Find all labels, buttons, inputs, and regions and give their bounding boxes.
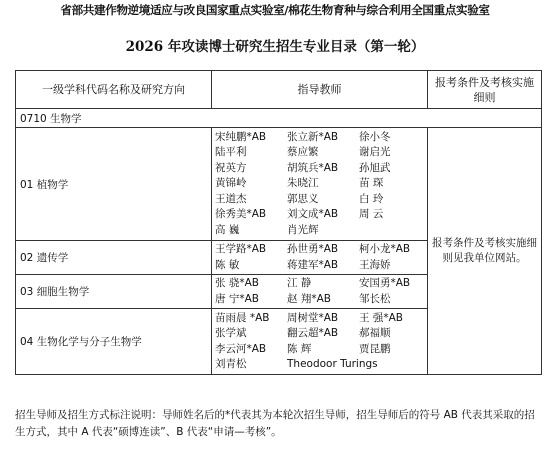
advisor-name: 李云河*AB bbox=[215, 342, 267, 355]
advisor-name: 陈 辉 bbox=[287, 342, 312, 355]
advisor-name: 高 巍 bbox=[215, 223, 240, 236]
advisor-line bbox=[215, 161, 427, 176]
advisor-name: 肖光辉 bbox=[287, 223, 319, 236]
advisor-name: 蒋建军*AB bbox=[287, 258, 339, 271]
advisor-name: 柯小龙*AB bbox=[359, 243, 411, 256]
advisor-name: 张 骁*AB bbox=[215, 277, 259, 290]
advisor-line bbox=[215, 342, 427, 357]
advisor-line bbox=[215, 207, 427, 222]
advisor-line bbox=[215, 176, 427, 191]
header-requirements: 报考条件及考核实施细则 bbox=[428, 71, 542, 109]
discipline-label: 0710 生物学 bbox=[16, 109, 542, 128]
advisor-line bbox=[215, 223, 427, 238]
table-header-row bbox=[16, 71, 542, 109]
advisor-line bbox=[215, 258, 427, 273]
header-direction: 一级学科代码名称及研究方向 bbox=[16, 71, 212, 109]
page-title: 2026 年攻读博士研究生招生专业目录（第一轮） bbox=[125, 39, 425, 55]
advisor-name: 蔡应繁 bbox=[287, 146, 319, 159]
direction-row bbox=[16, 128, 542, 241]
advisor-name: 唐 宁*AB bbox=[215, 292, 259, 305]
advisor-name: 陆平利 bbox=[215, 146, 247, 159]
advisor-name: 郝福顺 bbox=[359, 327, 391, 340]
advisor-line bbox=[215, 192, 427, 207]
advisor-name: 黄锦岭 bbox=[215, 177, 247, 190]
advisor-name: 朱晓江 bbox=[287, 177, 319, 190]
advisor-name: 孙世勇*AB bbox=[287, 243, 339, 256]
discipline-row bbox=[16, 109, 542, 128]
advisor-line bbox=[215, 292, 427, 307]
footnote: 招生导师及招生方式标注说明：导师姓名后的*代表其为本轮次招生导师，招生导师后的符号 AB 代表其采取的招生方式，其中 A 代表“硕博连读”、B 代表“申请—考核”。 bbox=[15, 409, 535, 438]
advisor-line bbox=[215, 326, 427, 341]
advisor-line bbox=[215, 311, 427, 326]
advisor-name: 孙旭武 bbox=[359, 161, 391, 174]
advisor-name: 陈 敏 bbox=[215, 258, 240, 271]
advisor-name: 张立新*AB bbox=[287, 131, 339, 144]
advisor-name: 安国勇*AB bbox=[359, 277, 411, 290]
advisor-name: 王学路*AB bbox=[215, 243, 267, 256]
advisor-name: 白 玲 bbox=[359, 192, 384, 205]
requirements-note: 报考条件及考核实施细则见我单位网站。 bbox=[428, 128, 542, 375]
advisor-name: 翻云超*AB bbox=[287, 327, 339, 340]
advisor-name: 邹长松 bbox=[359, 292, 391, 305]
advisor-name: 郭思义 bbox=[287, 192, 319, 205]
advisor-line bbox=[215, 357, 427, 372]
advisor-name: 徐秀美*AB bbox=[215, 208, 267, 221]
direction-name: 02 遗传学 bbox=[16, 241, 212, 275]
lab-header: 省部共建作物逆境适应与改良国家重点实验室/棉花生物育种与综合利用全国重点实验室 bbox=[60, 3, 490, 17]
advisor-list bbox=[212, 241, 428, 275]
advisor-list bbox=[212, 275, 428, 309]
advisor-name: 贾昆鹏 bbox=[359, 342, 391, 355]
advisor-name: Theodoor Turings bbox=[287, 357, 378, 370]
advisor-name: 王 强*AB bbox=[359, 311, 403, 324]
advisor-name: 徐小冬 bbox=[359, 131, 391, 144]
direction-name: 03 细胞生物学 bbox=[16, 275, 212, 309]
advisor-list bbox=[212, 309, 428, 375]
advisor-name: 刘文成*AB bbox=[287, 208, 339, 221]
advisor-name: 刘青松 bbox=[215, 357, 247, 370]
advisor-list bbox=[212, 128, 428, 241]
advisor-name: 张学斌 bbox=[215, 327, 247, 340]
direction-name: 04 生物化学与分子生物学 bbox=[16, 309, 212, 375]
advisor-name: 宋纯鹏*AB bbox=[215, 131, 267, 144]
admissions-catalog-table bbox=[15, 70, 542, 375]
direction-name: 01 植物学 bbox=[16, 128, 212, 241]
advisor-name: 谢启光 bbox=[359, 146, 391, 159]
advisor-line bbox=[215, 145, 427, 160]
advisor-line bbox=[215, 276, 427, 291]
advisor-name: 赵 翔*AB bbox=[287, 292, 331, 305]
advisor-name: 王道杰 bbox=[215, 192, 247, 205]
advisor-name: 苗 琛 bbox=[359, 177, 384, 190]
advisor-name: 王海娇 bbox=[359, 258, 391, 271]
advisor-name: 周树堂*AB bbox=[287, 311, 339, 324]
advisor-name: 胡筑兵*AB bbox=[287, 161, 339, 174]
advisor-name: 祝英方 bbox=[215, 161, 247, 174]
advisor-line bbox=[215, 130, 427, 145]
header-advisors: 指导教师 bbox=[212, 71, 428, 109]
advisor-name: 苗雨晨 *AB bbox=[215, 311, 270, 324]
advisor-name: 周 云 bbox=[359, 208, 384, 221]
advisor-name: 江 静 bbox=[287, 277, 312, 290]
advisor-line bbox=[215, 242, 427, 257]
